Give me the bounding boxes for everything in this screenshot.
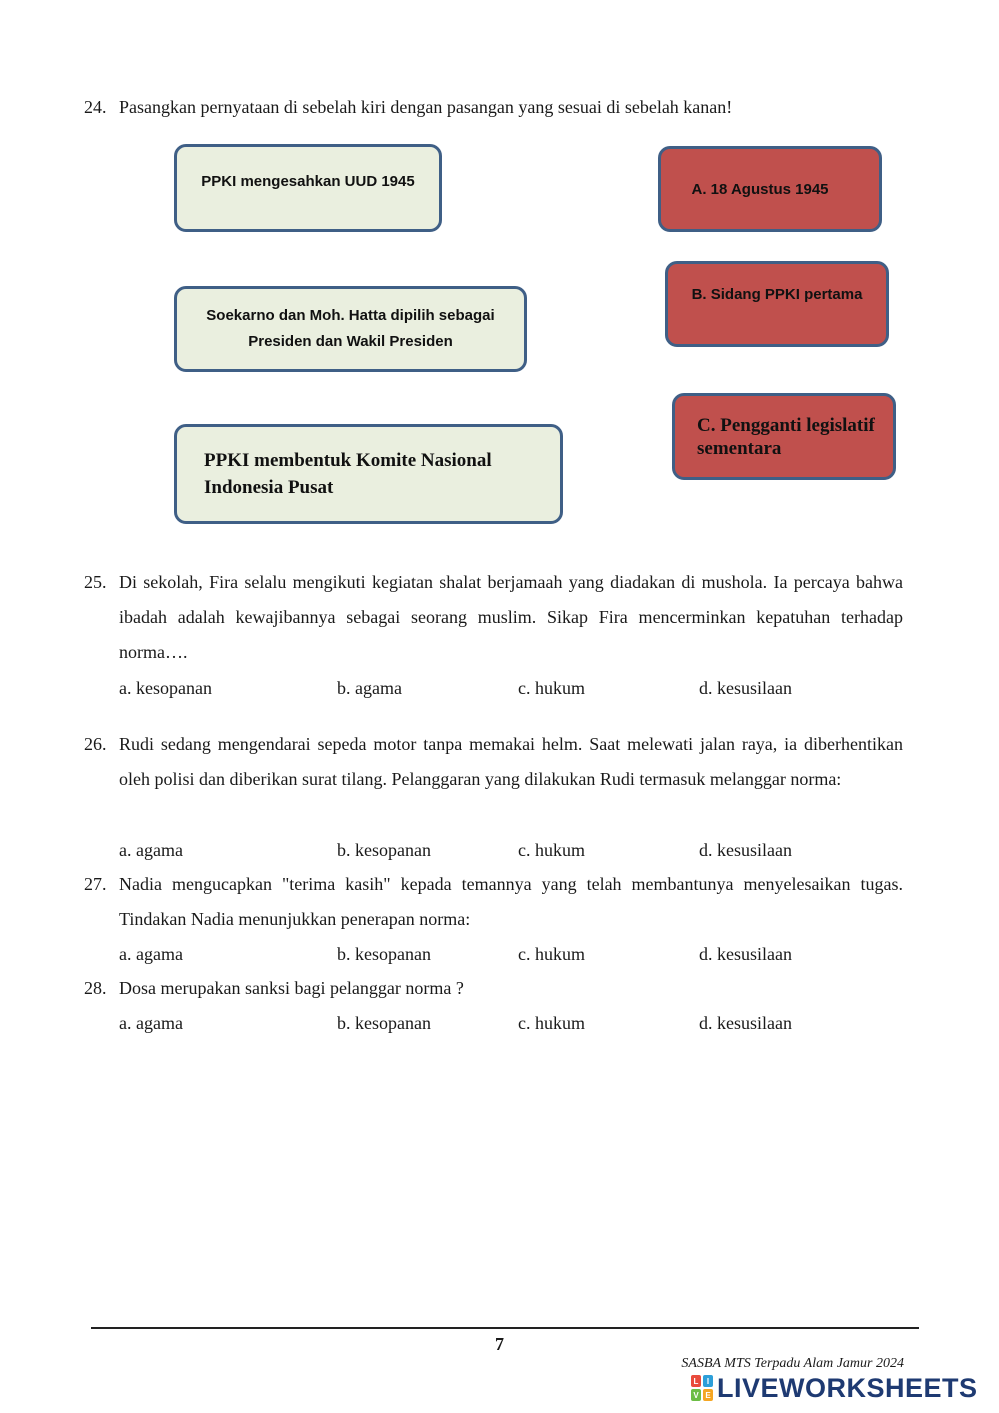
question-28-option-a[interactable]: a. agama bbox=[119, 1013, 183, 1033]
question-24-text: Pasangkan pernyataan di sebelah kiri dengan pasangan yang sesuai di sebelah kanan! bbox=[119, 97, 733, 117]
question-27-text: Nadia mengucapkan "terima kasih" kepada temannya yang telah membantunya menyelesaikan tugas. Tindakan Nadia menunjukkan penerapan norma: bbox=[119, 874, 903, 929]
liveworksheets-logo-icon: L I V E bbox=[691, 1375, 713, 1401]
question-27-option-c[interactable]: c. hukum bbox=[518, 944, 585, 964]
match-left-item-2-label: Soekarno dan Moh. Hatta dipilih sebagai Presiden dan Wakil Presiden bbox=[206, 307, 495, 350]
question-28-option-d[interactable]: d. kesusilaan bbox=[699, 1013, 792, 1033]
match-left-item-2[interactable] bbox=[174, 286, 527, 372]
match-left-item-3[interactable] bbox=[174, 424, 563, 524]
footer-divider bbox=[91, 1327, 919, 1329]
question-26-option-c[interactable]: c. hukum bbox=[518, 840, 585, 860]
question-27-option-a[interactable]: a. agama bbox=[119, 944, 183, 964]
question-25-text: Di sekolah, Fira selalu mengikuti kegiatan shalat berjamaah yang diadakan di mushola. Ia percaya bahwa ibadah adalah kewajibannya sebagai seorang muslim. Sikap Fira mencerminkan kepatuhan terhadap norma…. bbox=[119, 572, 903, 662]
question-25-option-c[interactable]: c. hukum bbox=[518, 678, 585, 698]
match-right-item-b[interactable] bbox=[665, 261, 889, 347]
question-26-option-d[interactable]: d. kesusilaan bbox=[699, 840, 792, 860]
match-left-item-1[interactable] bbox=[174, 144, 442, 232]
match-right-item-c-label: C. Pengganti legislatif sementara bbox=[697, 414, 875, 459]
match-right-item-b-label: B. Sidang PPKI pertama bbox=[691, 285, 863, 303]
question-25-option-b[interactable]: b. agama bbox=[337, 678, 402, 698]
question-26-number: 26. bbox=[84, 734, 107, 754]
match-right-item-c[interactable] bbox=[672, 393, 896, 480]
match-left-item-3-label: PPKI membentuk Komite Nasional Indonesia Pusat bbox=[204, 450, 492, 498]
question-28-number: 28. bbox=[84, 978, 107, 998]
question-27-number: 27. bbox=[84, 874, 107, 894]
question-26-option-a[interactable]: a. agama bbox=[119, 840, 183, 860]
question-27-option-d[interactable]: d. kesusilaan bbox=[699, 944, 792, 964]
match-right-item-a-label: A. 18 Agustus 1945 bbox=[691, 180, 829, 198]
question-24-number: 24. bbox=[84, 97, 107, 117]
question-25-option-d[interactable]: d. kesusilaan bbox=[699, 678, 792, 698]
question-28-option-c[interactable]: c. hukum bbox=[518, 1013, 585, 1033]
question-25-number: 25. bbox=[84, 572, 107, 592]
question-26-text: Rudi sedang mengendarai sepeda motor tanpa memakai helm. Saat melewati jalan raya, ia diberhentikan oleh polisi dan diberikan surat tilang. Pelanggaran yang dilakukan Rudi termasuk melanggar norma: bbox=[119, 734, 903, 789]
liveworksheets-brand bbox=[691, 1372, 978, 1404]
match-left-item-1-label: PPKI mengesahkan UUD 1945 bbox=[201, 172, 415, 190]
page-number: 7 bbox=[495, 1334, 504, 1354]
footer-school: SASBA MTS Terpadu Alam Jamur 2024 bbox=[681, 1356, 904, 1371]
liveworksheets-wordmark: LIVEWORKSHEETS bbox=[717, 1372, 978, 1403]
question-27-option-b[interactable]: b. kesopanan bbox=[337, 944, 431, 964]
question-26-option-b[interactable]: b. kesopanan bbox=[337, 840, 431, 860]
question-25-option-a[interactable]: a. kesopanan bbox=[119, 678, 212, 698]
question-28-text: Dosa merupakan sanksi bagi pelanggar norma ? bbox=[119, 978, 464, 998]
match-right-item-a[interactable] bbox=[658, 146, 882, 232]
question-28-option-b[interactable]: b. kesopanan bbox=[337, 1013, 431, 1033]
